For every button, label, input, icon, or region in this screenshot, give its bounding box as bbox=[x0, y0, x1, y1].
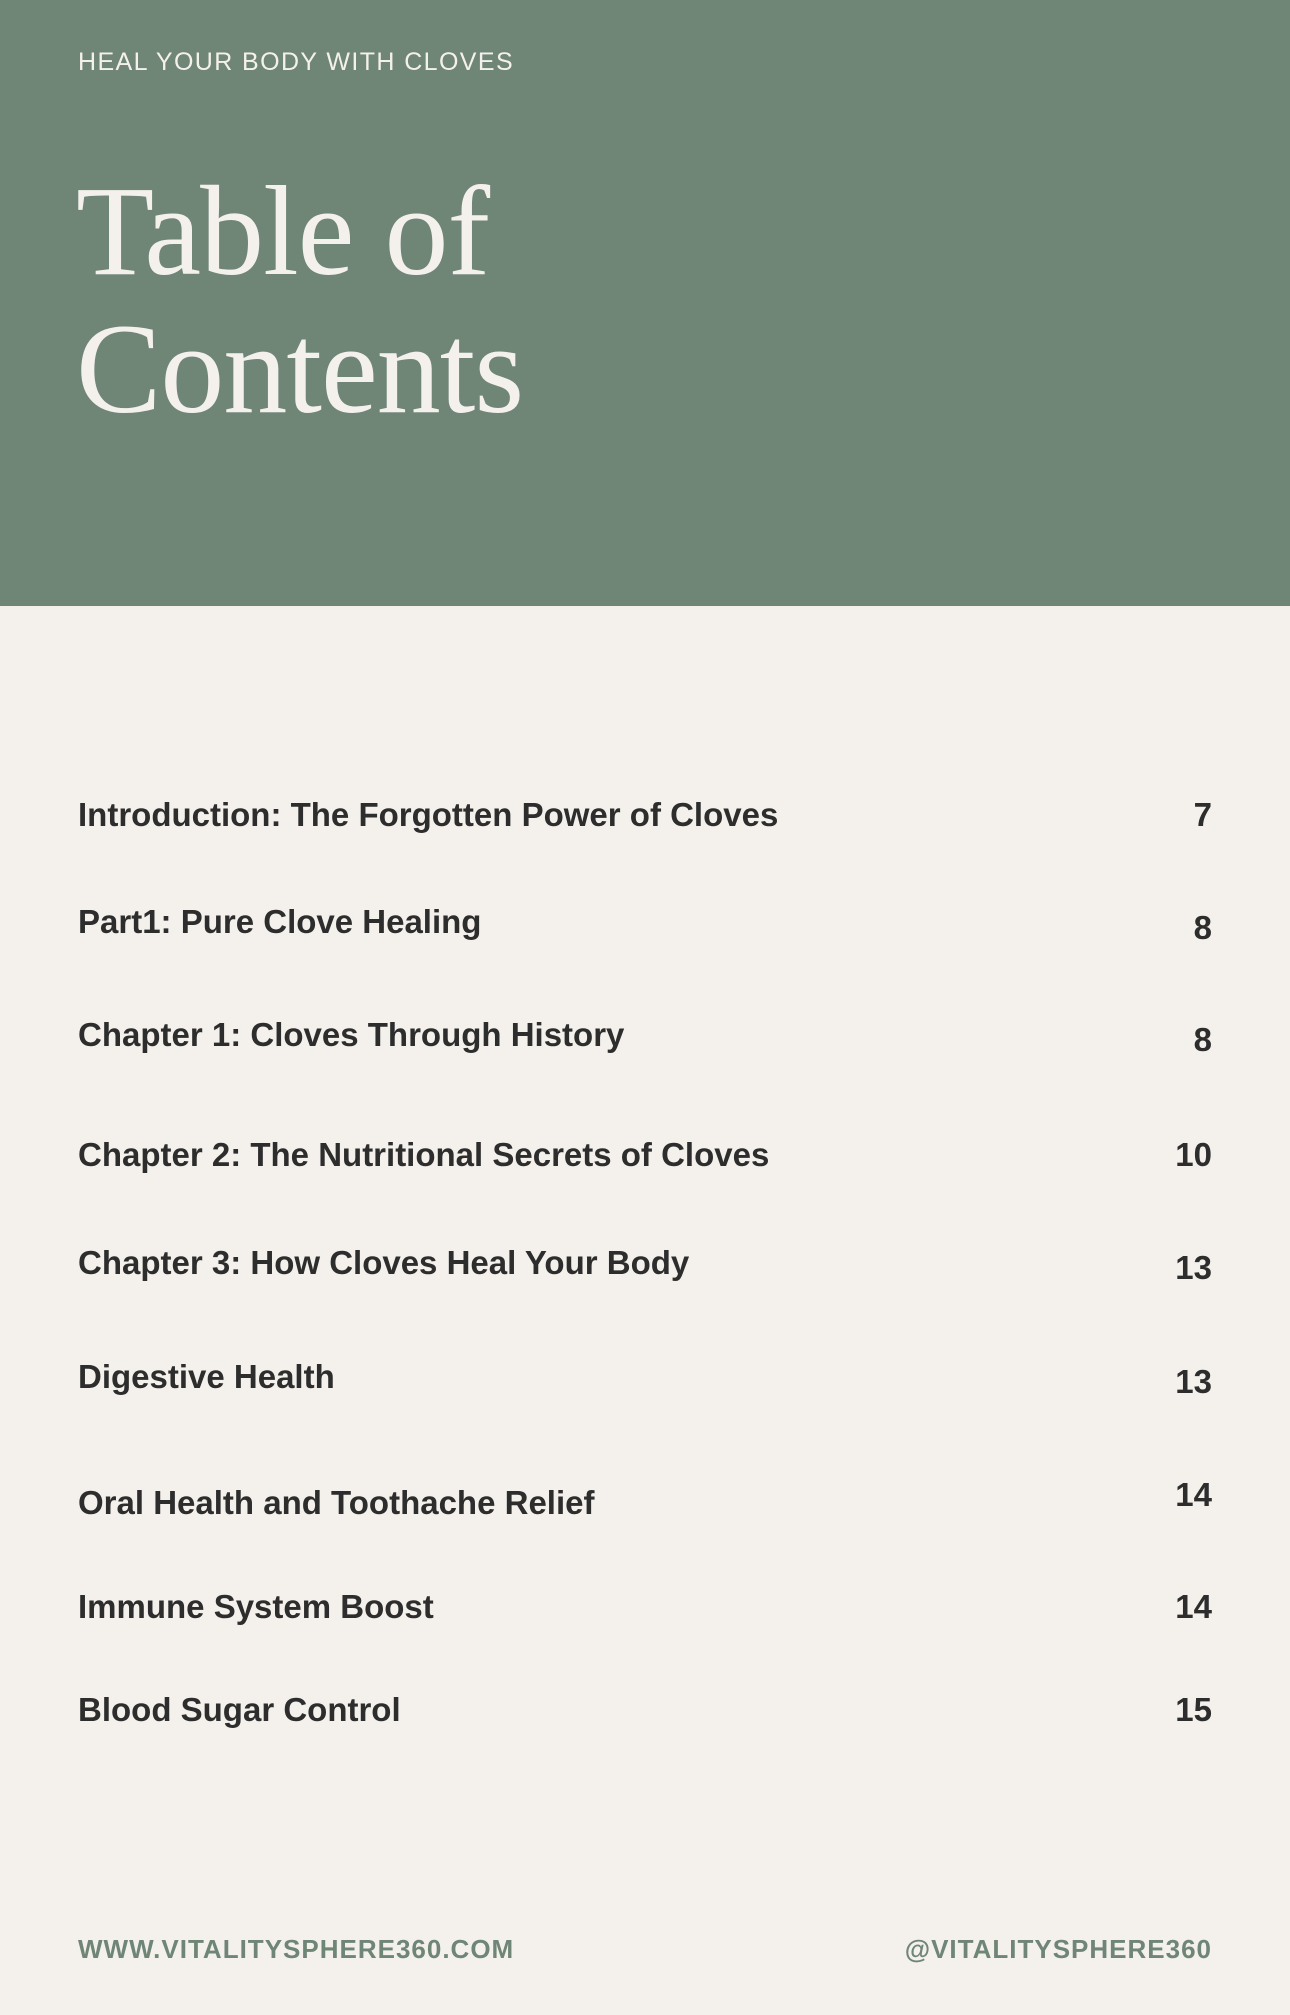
toc-entry-title: Immune System Boost bbox=[78, 1588, 434, 1625]
toc-page-number: 8 bbox=[1193, 1021, 1212, 1058]
toc-row[interactable] bbox=[78, 1587, 1212, 1637]
toc-row[interactable] bbox=[78, 1357, 1212, 1407]
toc-row[interactable] bbox=[78, 1690, 1212, 1740]
toc-row[interactable] bbox=[78, 1476, 1212, 1533]
page-title-line-2: Contents bbox=[76, 298, 524, 440]
social-handle-link[interactable]: @VITALITYSPHERE360 bbox=[904, 1934, 1212, 1964]
toc-page-number: 13 bbox=[1175, 1249, 1212, 1286]
toc-entry-title: Chapter 1: Cloves Through History bbox=[78, 1016, 625, 1053]
toc-entry-title: Introduction: The Forgotten Power of Cloves bbox=[78, 796, 779, 833]
toc-page-number: 8 bbox=[1193, 909, 1212, 946]
toc-page-number: 14 bbox=[1175, 1476, 1212, 1513]
book-title-kicker: HEAL YOUR BODY WITH CLOVES bbox=[78, 48, 515, 76]
toc-entry-title: Digestive Health bbox=[78, 1358, 335, 1395]
toc-row[interactable] bbox=[78, 1135, 1212, 1185]
toc-row[interactable] bbox=[78, 902, 1212, 952]
toc-row[interactable] bbox=[78, 1243, 1212, 1293]
toc-row[interactable] bbox=[78, 1015, 1212, 1065]
toc-page-number: 13 bbox=[1175, 1363, 1212, 1400]
toc-entry-title: Part1: Pure Clove Healing bbox=[78, 903, 482, 940]
page-title-line-1: Table of bbox=[76, 160, 490, 302]
toc-page-number: 10 bbox=[1175, 1136, 1212, 1173]
toc-row[interactable] bbox=[78, 795, 1212, 845]
table-of-contents bbox=[78, 0, 1212, 2015]
toc-page-number: 14 bbox=[1175, 1588, 1212, 1625]
toc-page-number: 15 bbox=[1175, 1691, 1212, 1728]
toc-page-number: 7 bbox=[1193, 796, 1212, 833]
toc-entry-title: Chapter 2: The Nutritional Secrets of Cloves bbox=[78, 1136, 770, 1173]
toc-entry-title: Blood Sugar Control bbox=[78, 1691, 401, 1728]
toc-entry-title: Chapter 3: How Cloves Heal Your Body bbox=[78, 1244, 690, 1281]
website-link[interactable]: WWW.VITALITYSPHERE360.COM bbox=[78, 1934, 515, 1964]
toc-entry-title: Oral Health and Toothache Relief bbox=[78, 1484, 595, 1521]
